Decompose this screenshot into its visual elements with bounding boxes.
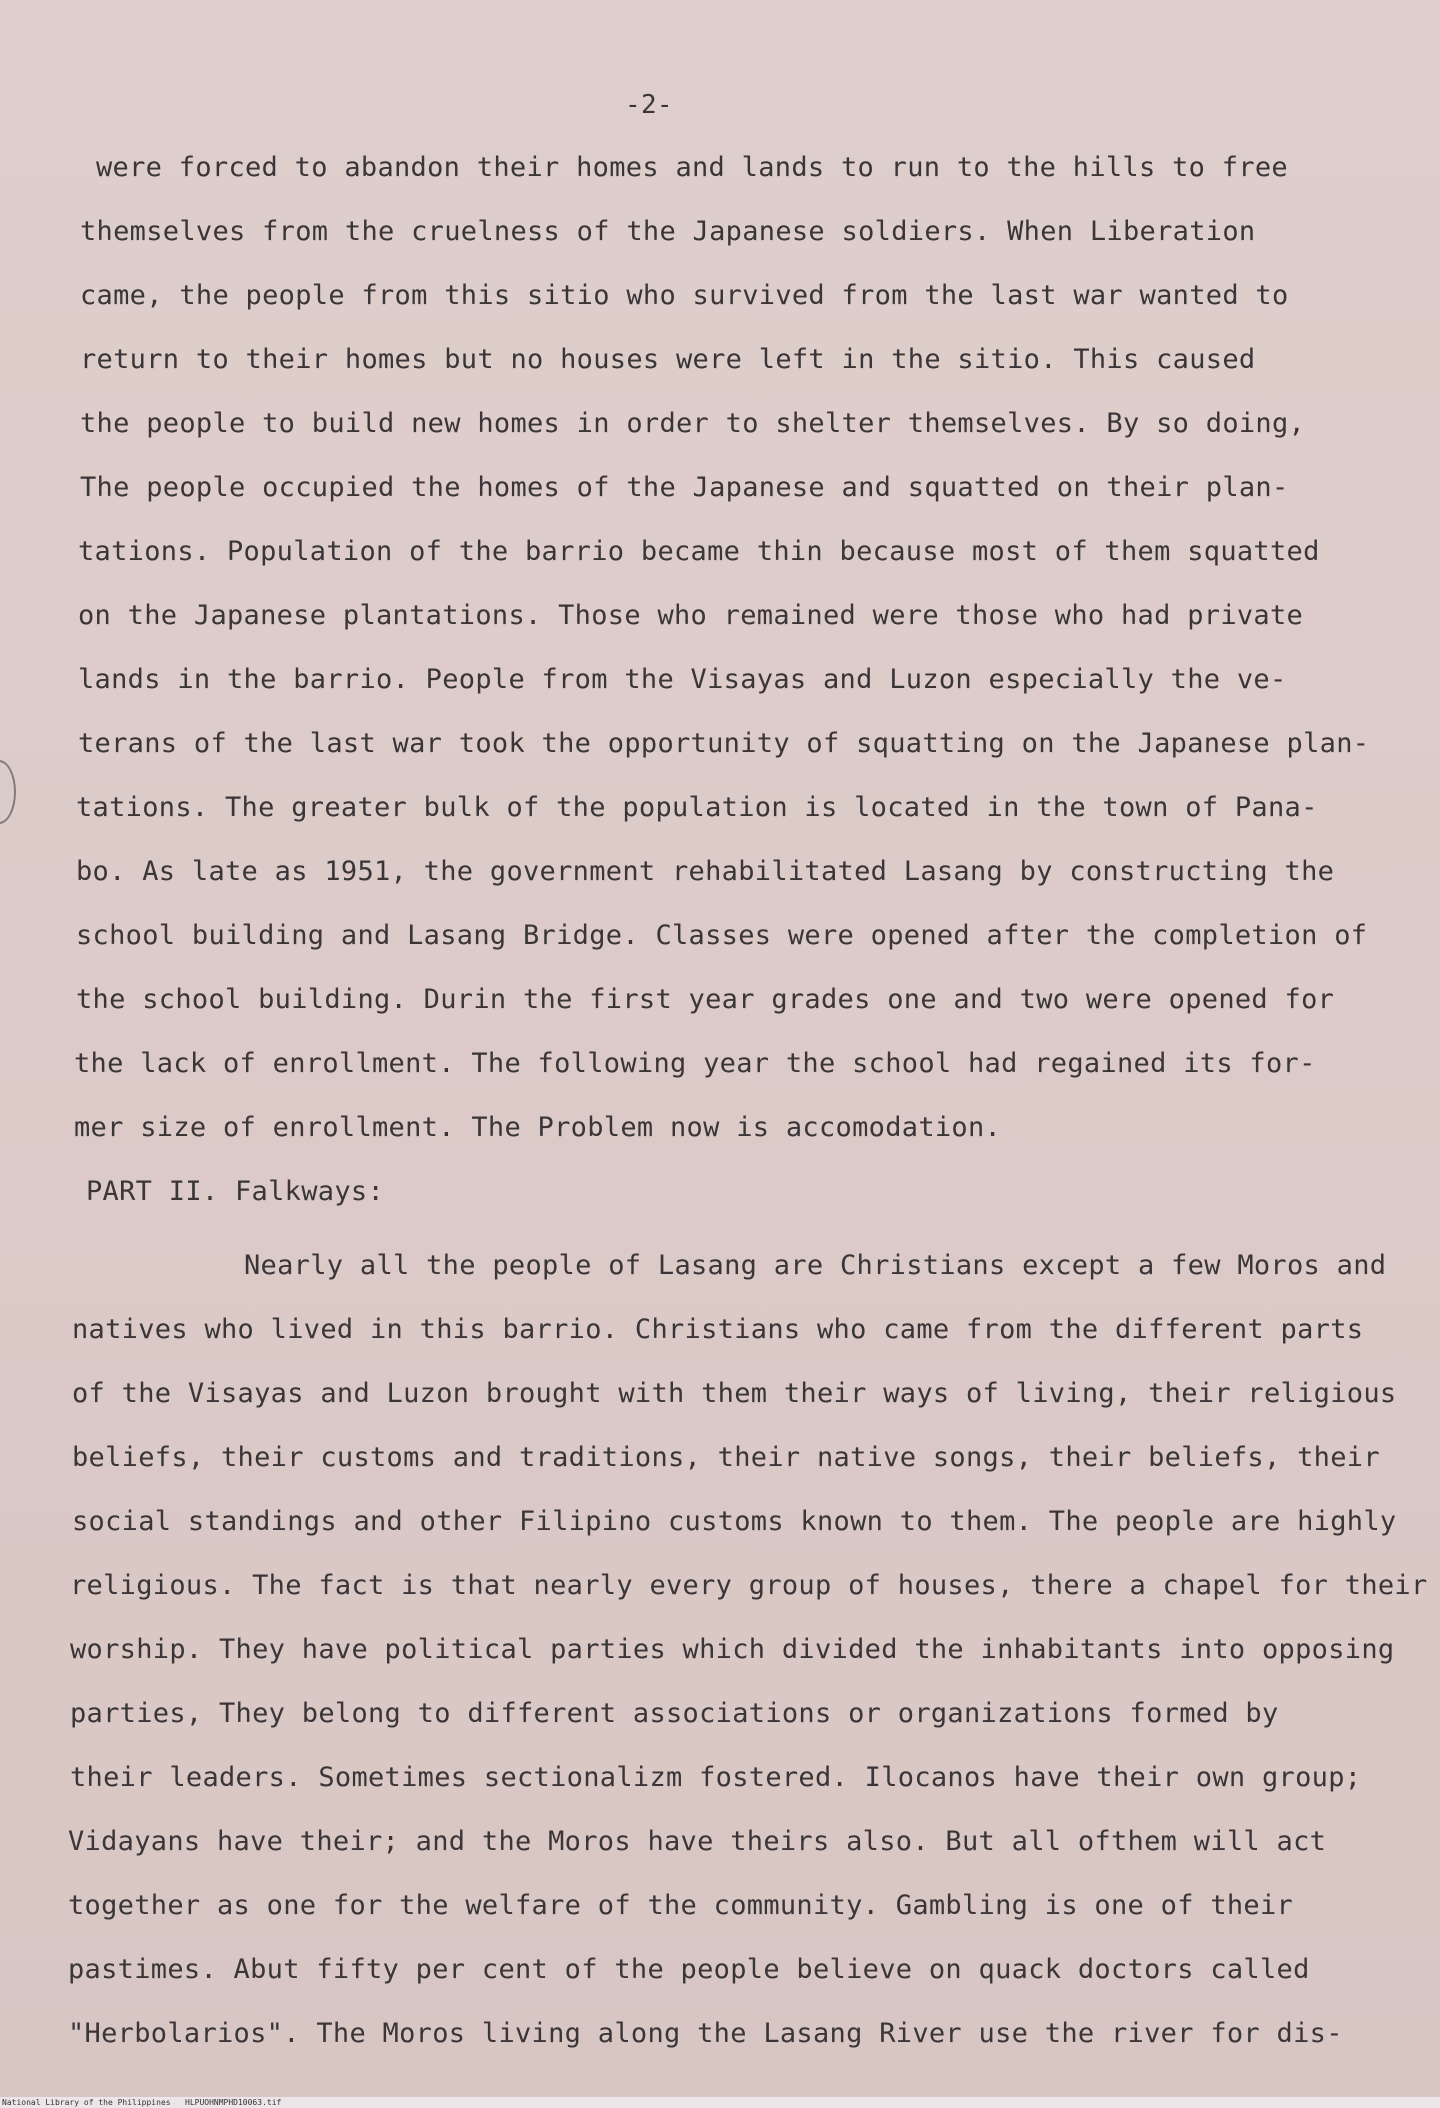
text-line: The people occupied the homes of the Japanese and squatted on their plan- (80, 472, 1289, 503)
text-line: together as one for the welfare of the community. Gambling is one of their (68, 1890, 1294, 1921)
text-line: came, the people from this sitio who survived from the last war wanted to (80, 280, 1289, 311)
text-line: tations. The greater bulk of the population is located in the town of Pana- (76, 792, 1318, 823)
text-line: school building and Lasang Bridge. Classes were opened after the completion of (76, 920, 1368, 951)
text-line: religious. The fact is that nearly every group of houses, there a chapel for their (70, 1570, 1428, 1601)
text-line: Vidayans have their; and the Moros have theirs also. But all ofthem will act (68, 1826, 1327, 1857)
text-line: tations. Population of the barrio became thin because most of them squatted (78, 536, 1320, 567)
text-line: terans of the last war took the opportunity of squatting on the Japanese plan- (78, 728, 1370, 759)
text-line: on the Japanese plantations. Those who remained were those who had private (78, 600, 1304, 631)
text-line: worship. They have political parties which divided the inhabitants into opposing (70, 1634, 1395, 1665)
text-line: parties, They belong to different associations or organizations formed by (70, 1698, 1279, 1729)
text-line: natives who lived in this barrio. Christians who came from the different parts (72, 1314, 1364, 1345)
text-line: lands in the barrio. People from the Visayas and Luzon especially the ve- (78, 664, 1287, 695)
text-line: the people to build new homes in order to shelter themselves. By so doing, (80, 408, 1306, 439)
text-line: themselves from the cruelness of the Japanese soldiers. When Liberation (80, 216, 1256, 247)
text-line: pastimes. Abut fifty per cent of the people believe on quack doctors called (68, 1954, 1310, 1985)
text-line: "Herbolarios". The Moros living along the Lasang River use the river for dis- (68, 2018, 1343, 2049)
text-line: beliefs, their customs and traditions, their native songs, their beliefs, their (72, 1442, 1380, 1473)
text-line: of the Visayas and Luzon brought with them their ways of living, their religious (72, 1378, 1397, 1409)
text-line: the school building. Durin the first year grades one and two were opened for (76, 984, 1335, 1015)
text-line: Nearly all the people of Lasang are Christians except a few Moros and (244, 1250, 1387, 1281)
footer-library: National Library of the Philippines (2, 2098, 171, 2107)
footer-filename: HLPUOHNMPHD10063.tif (185, 2098, 282, 2107)
scan-footer (0, 2097, 1440, 2108)
section-heading: PART II. Falkways: (86, 1176, 384, 1207)
text-line: the lack of enrollment. The following year the school had regained its for- (74, 1048, 1316, 1079)
text-line: return to their homes but no houses were left in the sitio. This caused (80, 344, 1256, 375)
text-line: bo. As late as 1951, the government rehabilitated Lasang by constructing the (76, 856, 1335, 887)
edge-mark (0, 760, 16, 824)
text-line: their leaders. Sometimes sectionalizm fostered. Ilocanos have their own group; (70, 1762, 1362, 1793)
text-line: mer size of enrollment. The Problem now is accomodation. (74, 1112, 1002, 1143)
text-line: were forced to abandon their homes and lands to run to the hills to free (96, 152, 1288, 183)
text-line: social standings and other Filipino customs known to them. The people are highly (72, 1506, 1397, 1537)
page-number: -2- (625, 90, 673, 120)
